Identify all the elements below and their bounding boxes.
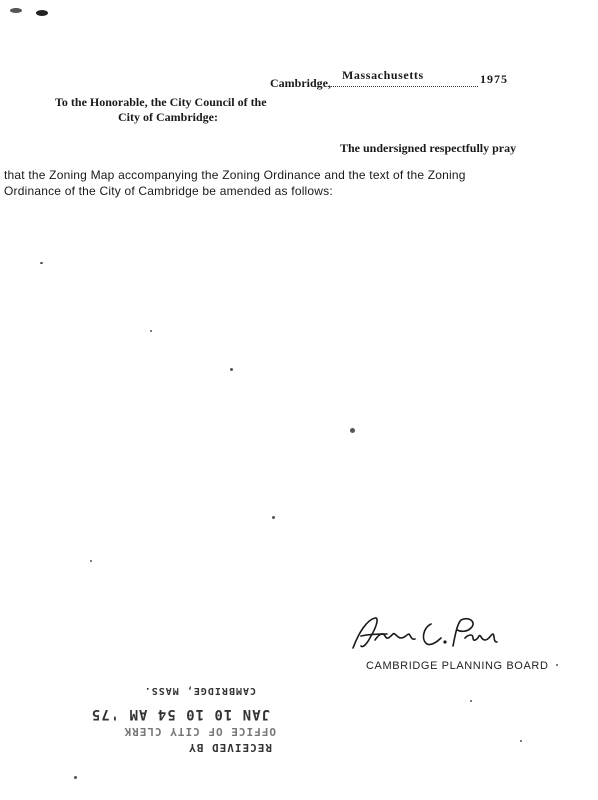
address-line-1: To the Honorable, the City Council of the — [55, 95, 267, 109]
stamp-office: OFFICE OF CITY CLERK — [123, 725, 276, 738]
address-line-2: City of Cambridge: — [118, 110, 218, 124]
location-state: Massachusetts — [342, 68, 424, 82]
petition-body-line-1: that the Zoning Map accompanying the Zoning Ordinance and the text of the Zoning — [4, 168, 466, 182]
planning-board-label: CAMBRIDGE PLANNING BOARD — [366, 660, 549, 672]
location-city: Cambridge, — [270, 76, 331, 90]
stamp-city: CAMBRIDGE, MASS. — [143, 685, 256, 696]
handwritten-signature — [345, 612, 505, 656]
stamp-date: JAN 10 10 54 AM '75 — [90, 706, 270, 722]
stamp-received: RECEIVED BY — [188, 741, 272, 754]
date-year: 1975 — [480, 72, 508, 86]
petition-body-line-2: Ordinance of the City of Cambridge be amended as follows: — [4, 184, 333, 198]
received-stamp — [90, 678, 278, 756]
petition-opening: The undersigned respectfully pray — [340, 141, 517, 155]
date-fill-line — [328, 86, 478, 87]
